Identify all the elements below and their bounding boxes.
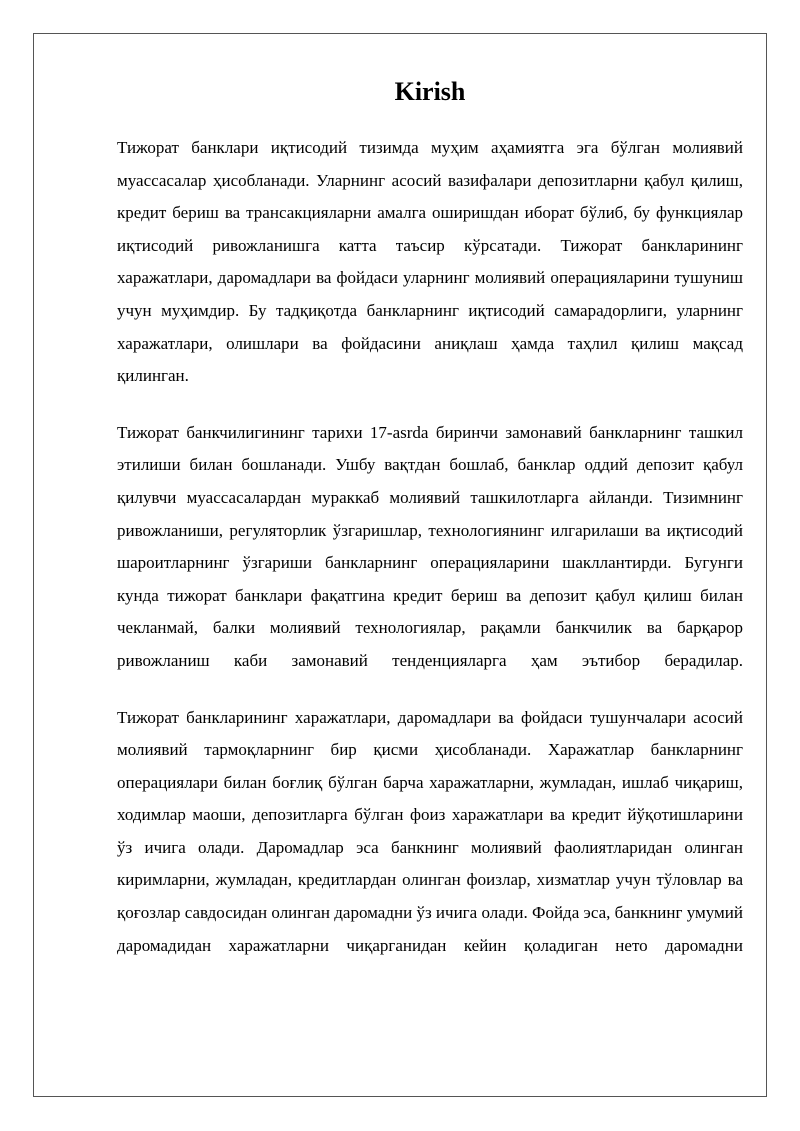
- paragraph-2: Тижорат банкчилигининг тарихи 17-asrda биринчи замонавий банкларнинг ташкил этилиши билан бошланади. Ушбу вақтдан бошлаб, банклар оддий депозит қабул қилувчи муассасалардан мураккаб молиявий ташкилотларга айланди. Тизимнинг ривожланиши, регуляторлик ўзгаришлар, технологиянинг илгарилаши ва иқтисодий шароитларнинг ўзгариши банкларнинг операцияларини шакллантирди. Бугунги кунда тижорат банклари фақатгина кредит бериш ва депозит қабул қилиш билан чекланмай, балки молиявий технологиялар, рақамли банкчилик ва барқарор ривожланиш каби замонавий тенденцияларга ҳам эътибор берадилар.: [117, 422, 743, 670]
- document-body: [117, 70, 743, 962]
- paragraph-1: Тижорат банклари иқтисодий тизимда муҳим аҳамиятга эга бўлган молиявий муассасалар ҳисобланади. Уларнинг асосий вазифалари депозитларни қабул қилиш, кредит бериш ва трансакцияларни амалга оширишдан иборат бўлиб, бу функциялар иқтисодий ривожланишга катта таъсир кўрсатади. Тижорат банкларининг харажатлари, даромадлари ва фойдаси уларнинг молиявий операцияларини тушуниш учун муҳимдир. Бу тадқиқотда банкларнинг иқтисодий самарадорлиги, уларнинг харажатлари, олишлари ва фойдасини аниқлаш ҳамда таҳлил қилиш мақсад қилинган.: [117, 138, 743, 386]
- paragraph-3: Тижорат банкларининг харажатлари, даромадлари ва фойдаси тушунчалари асосий молиявий тармоқларнинг бир қисми ҳисобланади. Харажатлар банкларнинг операциялари билан боғлиқ бўлган барча харажатларни, жумладан, ишлаб чиқариш, ходимлар маоши, депозитларга бўлган фоиз харажатлари ва кредит йўқотишларини ўз ичига олади. Даромадлар эса банкнинг молиявий фаолиятларидан олинган киримларни, жумладан, кредитлардан олинган фоизлар, хизматлар учун тўловлар ва қоғозлар савдосидан олинган даромадни ўз ичига олади. Фойда эса, банкнинг умумий даромадидан харажатларни чиқарганидан кейин қоладиган нето даромадни: [117, 707, 743, 955]
- document-title: Kirish: [394, 77, 466, 106]
